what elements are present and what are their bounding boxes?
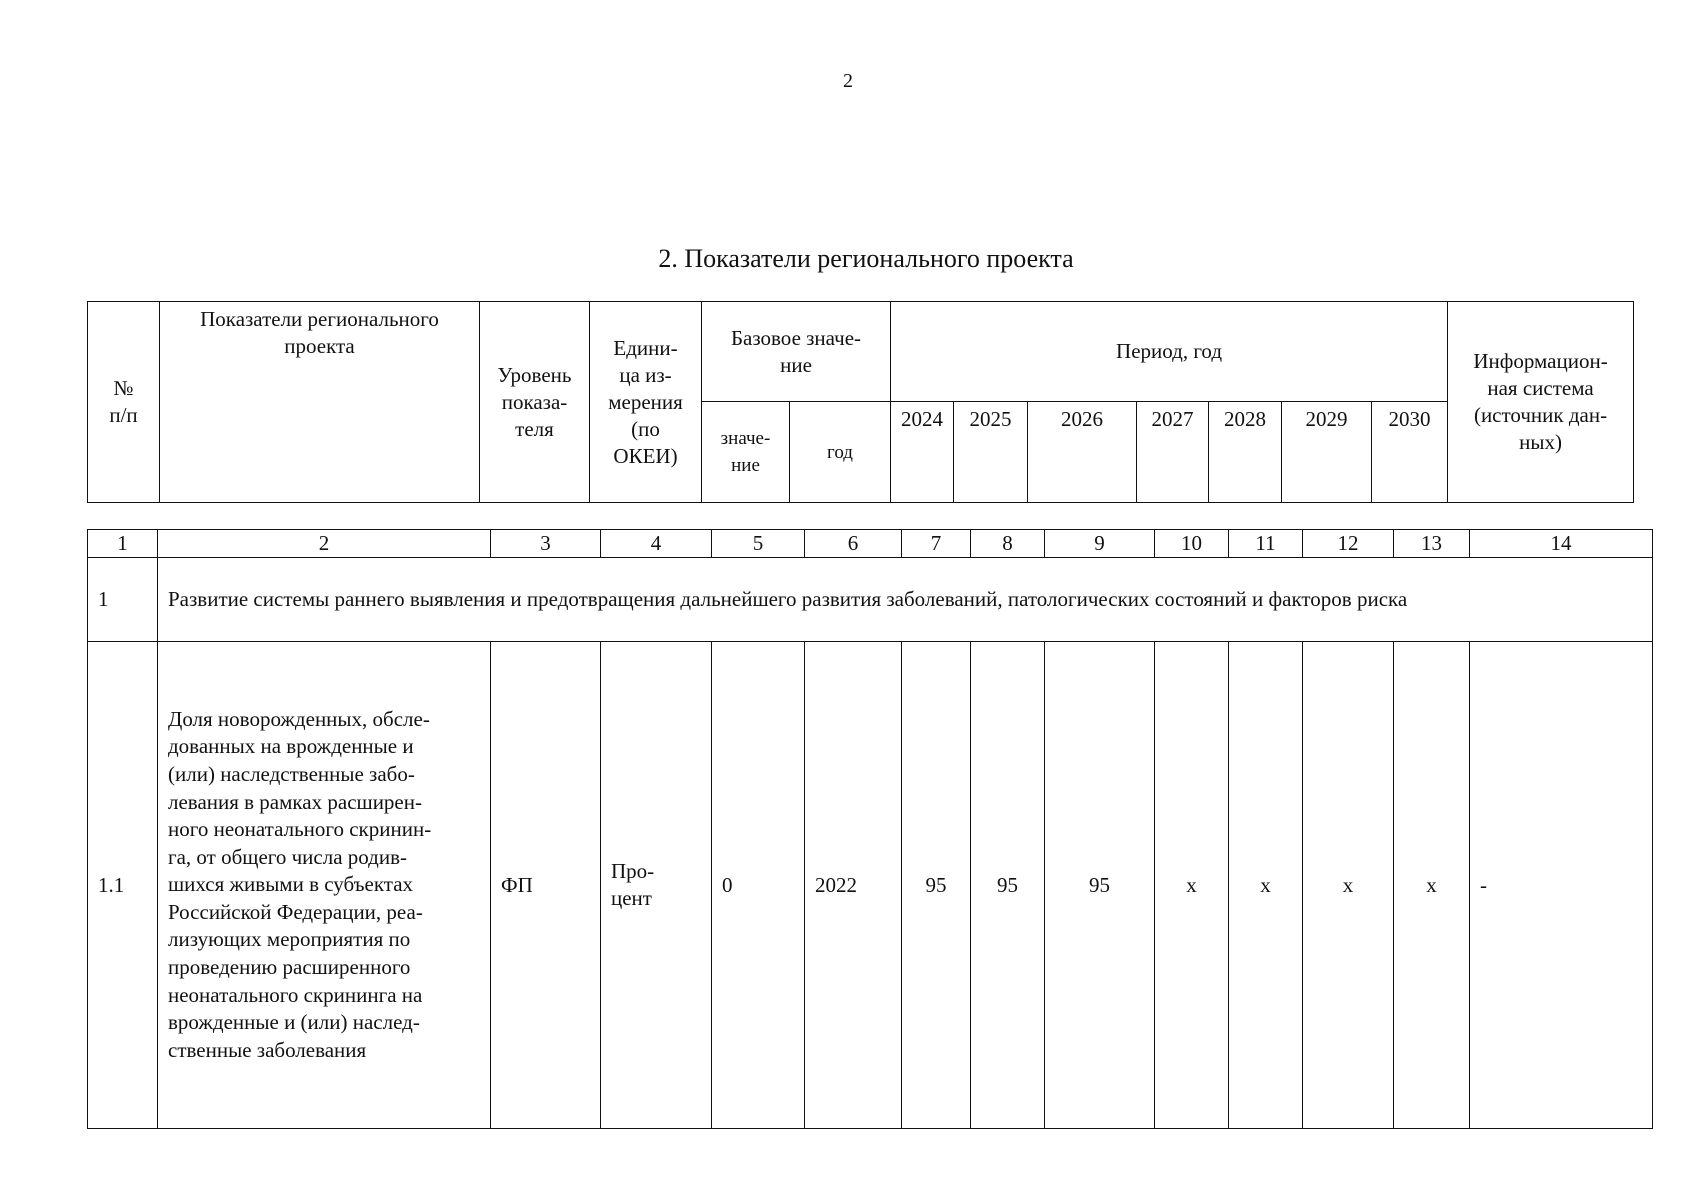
column-number: 3 — [491, 530, 601, 558]
header-year-2025: 2025 — [954, 402, 1028, 503]
column-number: 4 — [601, 530, 712, 558]
column-number: 11 — [1229, 530, 1303, 558]
section-title: 2. Показатели регионального проекта — [658, 244, 1074, 273]
unit-of-measure: Про- цент — [601, 642, 712, 1129]
info-system: - — [1470, 642, 1653, 1129]
column-number: 10 — [1155, 530, 1229, 558]
indicator-level: ФП — [491, 642, 601, 1129]
column-number: 13 — [1394, 530, 1470, 558]
header-info-system: Информацион- ная система (источник дан- ных) — [1448, 302, 1634, 503]
section-number: 1 — [88, 558, 158, 642]
column-number: 14 — [1470, 530, 1653, 558]
header-year-2028: 2028 — [1209, 402, 1282, 503]
header-table — [87, 301, 1634, 503]
header-year-2024: 2024 — [891, 402, 954, 503]
header-year-2030: 2030 — [1372, 402, 1448, 503]
value-2025: 95 — [971, 642, 1045, 1129]
header-num: № п/п — [88, 302, 160, 503]
header-year-2026: 2026 — [1028, 402, 1137, 503]
table-row — [88, 642, 1653, 1129]
header-base-value: значе- ние — [702, 402, 790, 503]
column-number-row — [88, 530, 1653, 558]
header-base: Базовое значе- ние — [702, 302, 891, 402]
header-year-2027: 2027 — [1137, 402, 1209, 503]
column-number: 6 — [805, 530, 902, 558]
header-level: Уровень показа- теля — [480, 302, 590, 503]
column-number: 9 — [1045, 530, 1155, 558]
header-period: Период, год — [891, 302, 1448, 402]
page-number: 2 — [843, 70, 853, 92]
header-indicator: Показатели регионального проекта — [160, 302, 480, 503]
column-number: 12 — [1303, 530, 1394, 558]
body-table — [87, 529, 1653, 1129]
value-2028: x — [1229, 642, 1303, 1129]
column-number: 5 — [712, 530, 805, 558]
header-unit: Едини- ца из- мерения (по ОКЕИ) — [590, 302, 702, 503]
base-year: 2022 — [805, 642, 902, 1129]
header-year-2029: 2029 — [1282, 402, 1372, 503]
section-row — [88, 558, 1653, 642]
value-2029: x — [1303, 642, 1394, 1129]
header-base-year: год — [790, 402, 891, 503]
value-2024: 95 — [902, 642, 971, 1129]
value-2030: x — [1394, 642, 1470, 1129]
column-number: 7 — [902, 530, 971, 558]
row-number: 1.1 — [88, 642, 158, 1129]
column-number: 8 — [971, 530, 1045, 558]
base-value: 0 — [712, 642, 805, 1129]
value-2026: 95 — [1045, 642, 1155, 1129]
column-number: 1 — [88, 530, 158, 558]
value-2027: x — [1155, 642, 1229, 1129]
column-number: 2 — [158, 530, 491, 558]
indicator-name: Доля новорожденных, обсле- дованных на врожденные и (или) наследственные забо- левания в рамках расширен- ного неонатального скринин- га, от общего числа родив- шихся живыми в субъектах Российской Федерации, реа- лизующих мероприятия по проведению расширенного неонатального скрининга на врожденные и (или) наслед- ственные заболевания — [158, 642, 491, 1129]
section-heading: Развитие системы раннего выявления и предотвращения дальнейшего развития заболеваний, патологических состояний и факторов риска — [158, 558, 1653, 642]
